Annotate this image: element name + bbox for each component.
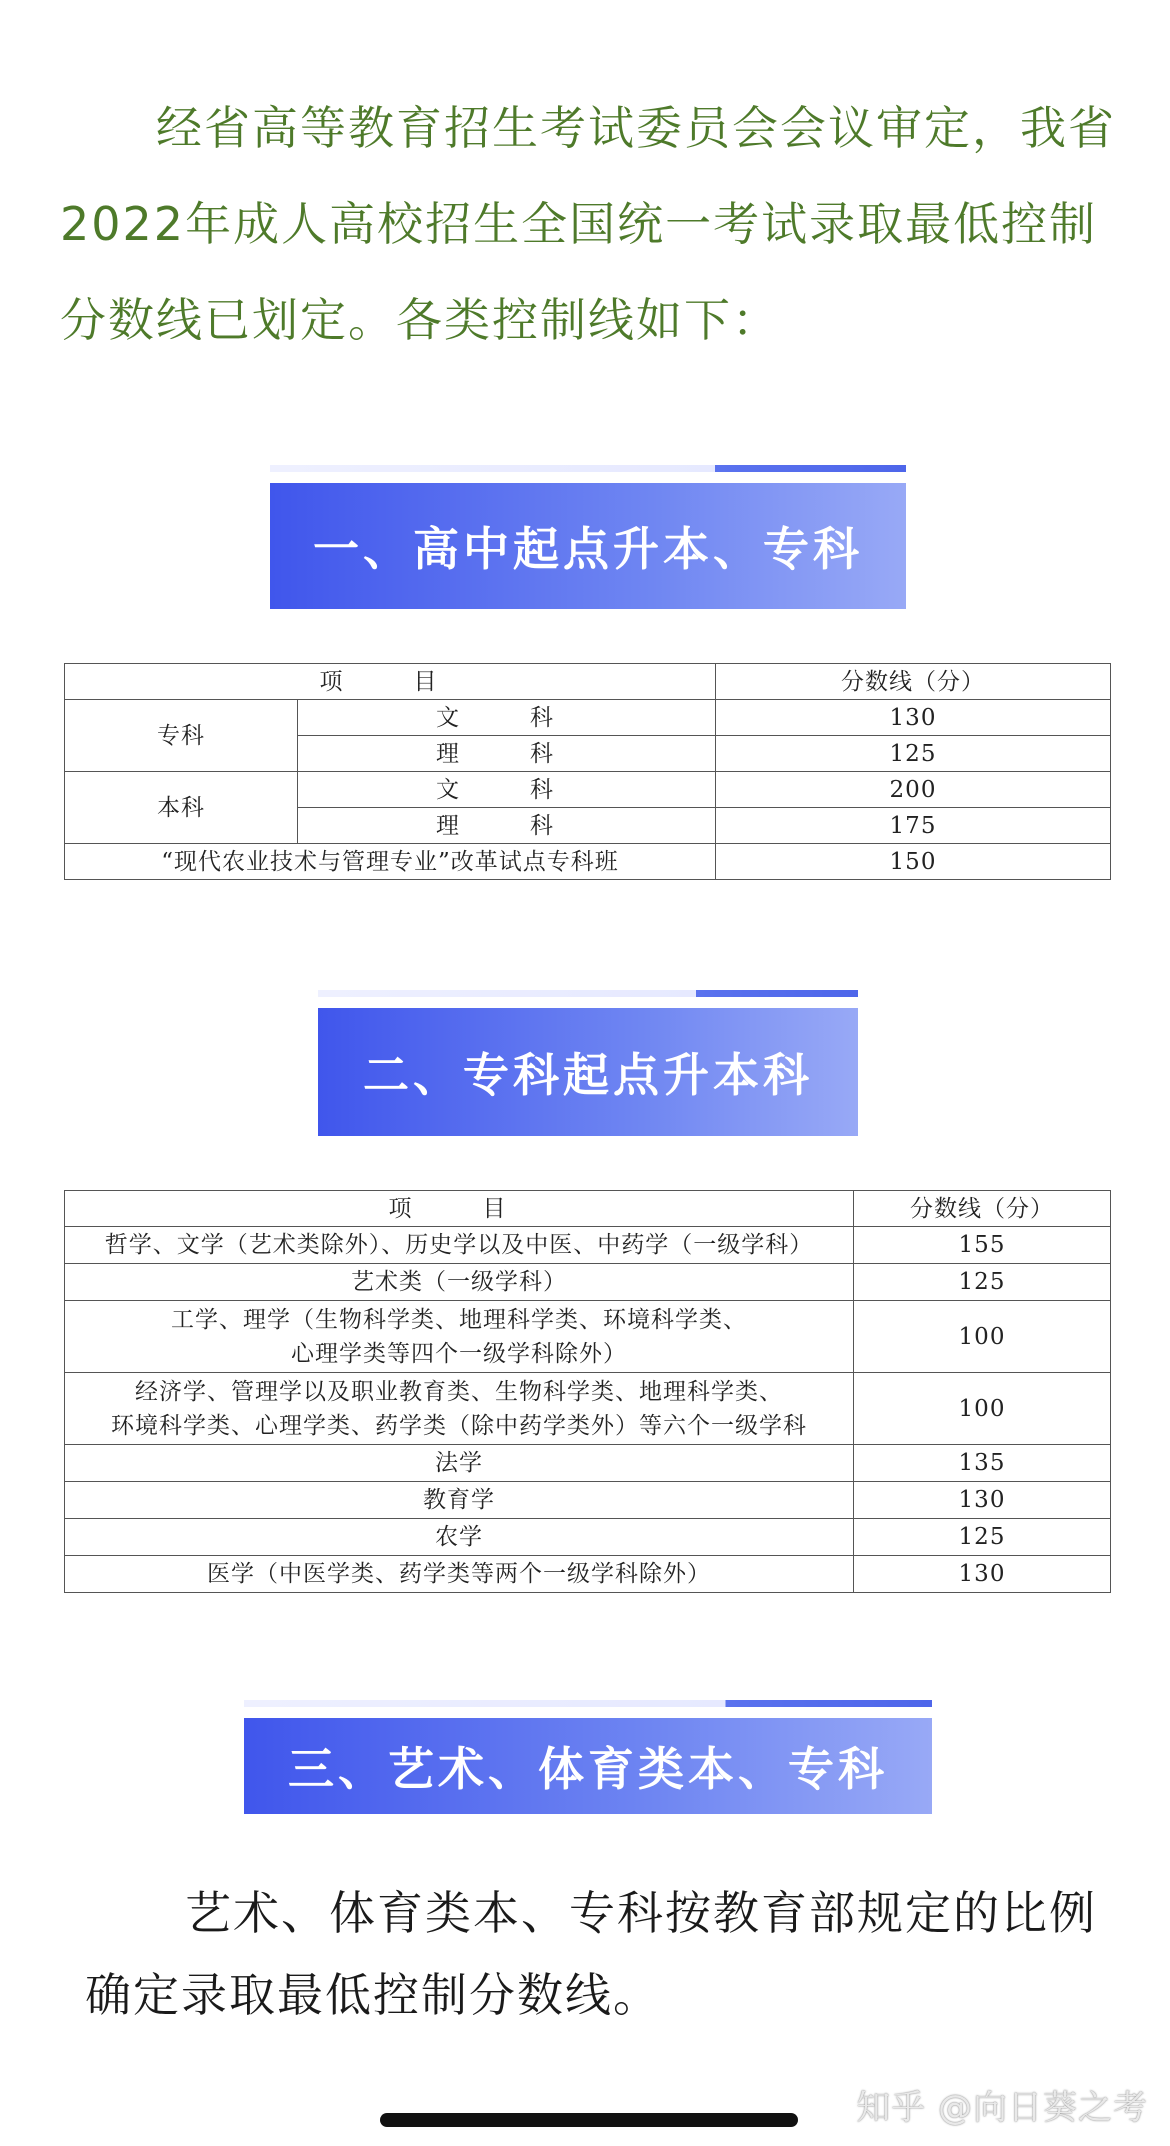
- score-cell: 130: [716, 700, 1111, 736]
- home-indicator[interactable]: [380, 2113, 798, 2127]
- table-row: [65, 1445, 1111, 1482]
- section1-heading-bar: [270, 465, 906, 472]
- watermark: 知乎 @向日葵之考: [856, 2088, 1148, 2128]
- table-row: [65, 1556, 1111, 1593]
- score-cell: 125: [716, 736, 1111, 772]
- header-score: 分数线（分）: [854, 1191, 1111, 1227]
- section2-table: [64, 1190, 1111, 1593]
- item-cell: [65, 1373, 854, 1445]
- header-item: 项 目: [65, 664, 716, 700]
- item-cell: 艺术类（一级学科）: [65, 1264, 854, 1301]
- table-row: [65, 1301, 1111, 1373]
- table-row: [65, 1227, 1111, 1264]
- section2-heading-bar: [318, 990, 858, 997]
- section2-heading-title: 二、专科起点升本科: [318, 1008, 858, 1136]
- table-row: [65, 1519, 1111, 1556]
- section1-table: [64, 663, 1111, 880]
- group-name: 专科: [65, 700, 298, 772]
- section3-heading: [244, 1700, 932, 1814]
- score-cell: 130: [854, 1556, 1111, 1593]
- section3-paragraph: 艺术、体育类本、专科按教育部规定的比例确定录取最低控制分数线。: [85, 1886, 1097, 2022]
- table-row: [65, 844, 1111, 880]
- table-row: [65, 700, 1111, 736]
- item-cell: [65, 1301, 854, 1373]
- score-cell: 175: [716, 808, 1111, 844]
- item-cell: 医学（中医学类、药学类等两个一级学科除外）: [65, 1556, 854, 1593]
- item-line: 心理学类等四个一级学科除外）: [291, 1340, 627, 1367]
- subject-cell: 文 科: [298, 772, 716, 808]
- score-cell: 150: [716, 844, 1111, 880]
- score-cell: 155: [854, 1227, 1111, 1264]
- section3-heading-bar: [244, 1700, 932, 1707]
- item-line: 环境科学类、心理学类、药学类（除中药学类外）等六个一级学科: [111, 1412, 807, 1439]
- score-cell: 100: [854, 1373, 1111, 1445]
- table-row: [65, 772, 1111, 808]
- score-cell: 200: [716, 772, 1111, 808]
- subject-cell: 理 科: [298, 736, 716, 772]
- section2-heading: [318, 990, 858, 1136]
- group-name: 本科: [65, 772, 298, 844]
- header-score: 分数线（分）: [716, 664, 1111, 700]
- score-cell: 125: [854, 1264, 1111, 1301]
- score-cell: 125: [854, 1519, 1111, 1556]
- item-line: 经济学、管理学以及职业教育类、生物科学类、地理科学类、: [135, 1378, 783, 1405]
- score-cell: 130: [854, 1482, 1111, 1519]
- table-header-row: [65, 664, 1111, 700]
- section1-heading: [270, 465, 906, 609]
- score-cell: 100: [854, 1301, 1111, 1373]
- item-cell: 法学: [65, 1445, 854, 1482]
- item-line: 工学、理学（生物科学类、地理科学类、环境科学类、: [171, 1306, 747, 1333]
- subject-cell: 理 科: [298, 808, 716, 844]
- header-item: 项 目: [65, 1191, 854, 1227]
- special-label: “现代农业技术与管理专业”改革试点专科班: [65, 844, 716, 880]
- subject-cell: 文 科: [298, 700, 716, 736]
- score-cell: 135: [854, 1445, 1111, 1482]
- intro-paragraph: 经省高等教育招生考试委员会会议审定，我省2022年成人高校招生全国统一考试录取最低控制分数线已划定。各类控制线如下：: [60, 101, 1116, 347]
- item-cell: 农学: [65, 1519, 854, 1556]
- section3-heading-title: 三、艺术、体育类本、专科: [244, 1718, 932, 1814]
- section1-heading-title: 一、高中起点升本、专科: [270, 483, 906, 609]
- table-row: [65, 1373, 1111, 1445]
- item-cell: 教育学: [65, 1482, 854, 1519]
- table-row: [65, 1482, 1111, 1519]
- table-row: [65, 1264, 1111, 1301]
- table-header-row: [65, 1191, 1111, 1227]
- item-cell: 哲学、文学（艺术类除外）、历史学以及中医、中药学（一级学科）: [65, 1227, 854, 1264]
